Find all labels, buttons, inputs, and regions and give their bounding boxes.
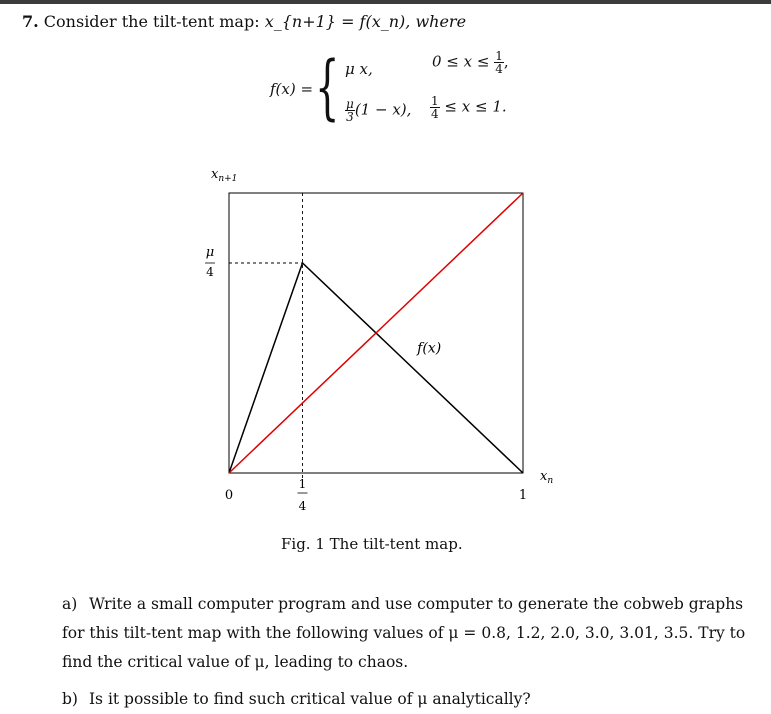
- formula-case1-expression: μ x,: [345, 60, 373, 78]
- formula-case2-condition: $\frac{1}{4}$ ≤ x ≤ 1.: [431, 94, 507, 121]
- case2-coefficient-fraction: $\frac{\mu}{3}$: [346, 97, 354, 124]
- case1-cond-fraction: $\frac{1}{4}$: [495, 49, 503, 76]
- map-definition: x_{n+1} = f(x_n), where: [264, 12, 467, 31]
- question-b-text: Is it possible to find such critical value of μ analytically?: [88, 690, 531, 708]
- x-tick-label-numerator: 1: [298, 477, 307, 491]
- series-f-line: [229, 263, 523, 473]
- y-tick-label-numerator-0: μ: [205, 245, 215, 260]
- series-f-annotation: f(x): [417, 340, 442, 357]
- question-a-text: Write a small computer program and use computer to generate the cobweb graphs for this tilt-tent map with the following values of μ = 0.8, 1.2, 2.0, 3.0, 3.01, 3.5. Try to find the critical value of μ, leading to chaos.: [62, 595, 746, 671]
- case1-cond-lhs: 0 ≤ x ≤: [432, 52, 490, 71]
- formula-brace: {: [315, 46, 340, 128]
- formula-case2-expression: $\frac{\mu}{3}$ (1 − x),: [346, 97, 412, 124]
- y-axis-label: $x_{n+1}$: [211, 167, 238, 184]
- y-tick-label-denominator-0: 4: [206, 265, 214, 279]
- question-b: [62, 685, 762, 714]
- x-axis-label: $x_n$: [540, 469, 554, 486]
- x-tick-label-denominator: 4: [298, 499, 307, 513]
- x-tick-label-1: [298, 477, 308, 513]
- problem-intro: Consider the tilt-tent map:: [43, 12, 260, 31]
- x-tick-label-2: 1: [518, 488, 528, 503]
- formula-case1-condition: 0 ≤ x ≤ $\frac{1}{4}$ ,: [432, 49, 509, 76]
- question-a-label: a): [62, 595, 78, 613]
- question-a: [62, 590, 762, 677]
- problem-number: 7.: [22, 12, 39, 31]
- figure-caption: Fig. 1 The tilt-tent map.: [281, 535, 463, 553]
- formula-lhs: f(x) =: [270, 80, 314, 98]
- x-tick-label-0: 0: [224, 488, 234, 503]
- case2-cond-fraction: $\frac{1}{4}$: [431, 94, 439, 121]
- question-b-label: b): [62, 690, 78, 708]
